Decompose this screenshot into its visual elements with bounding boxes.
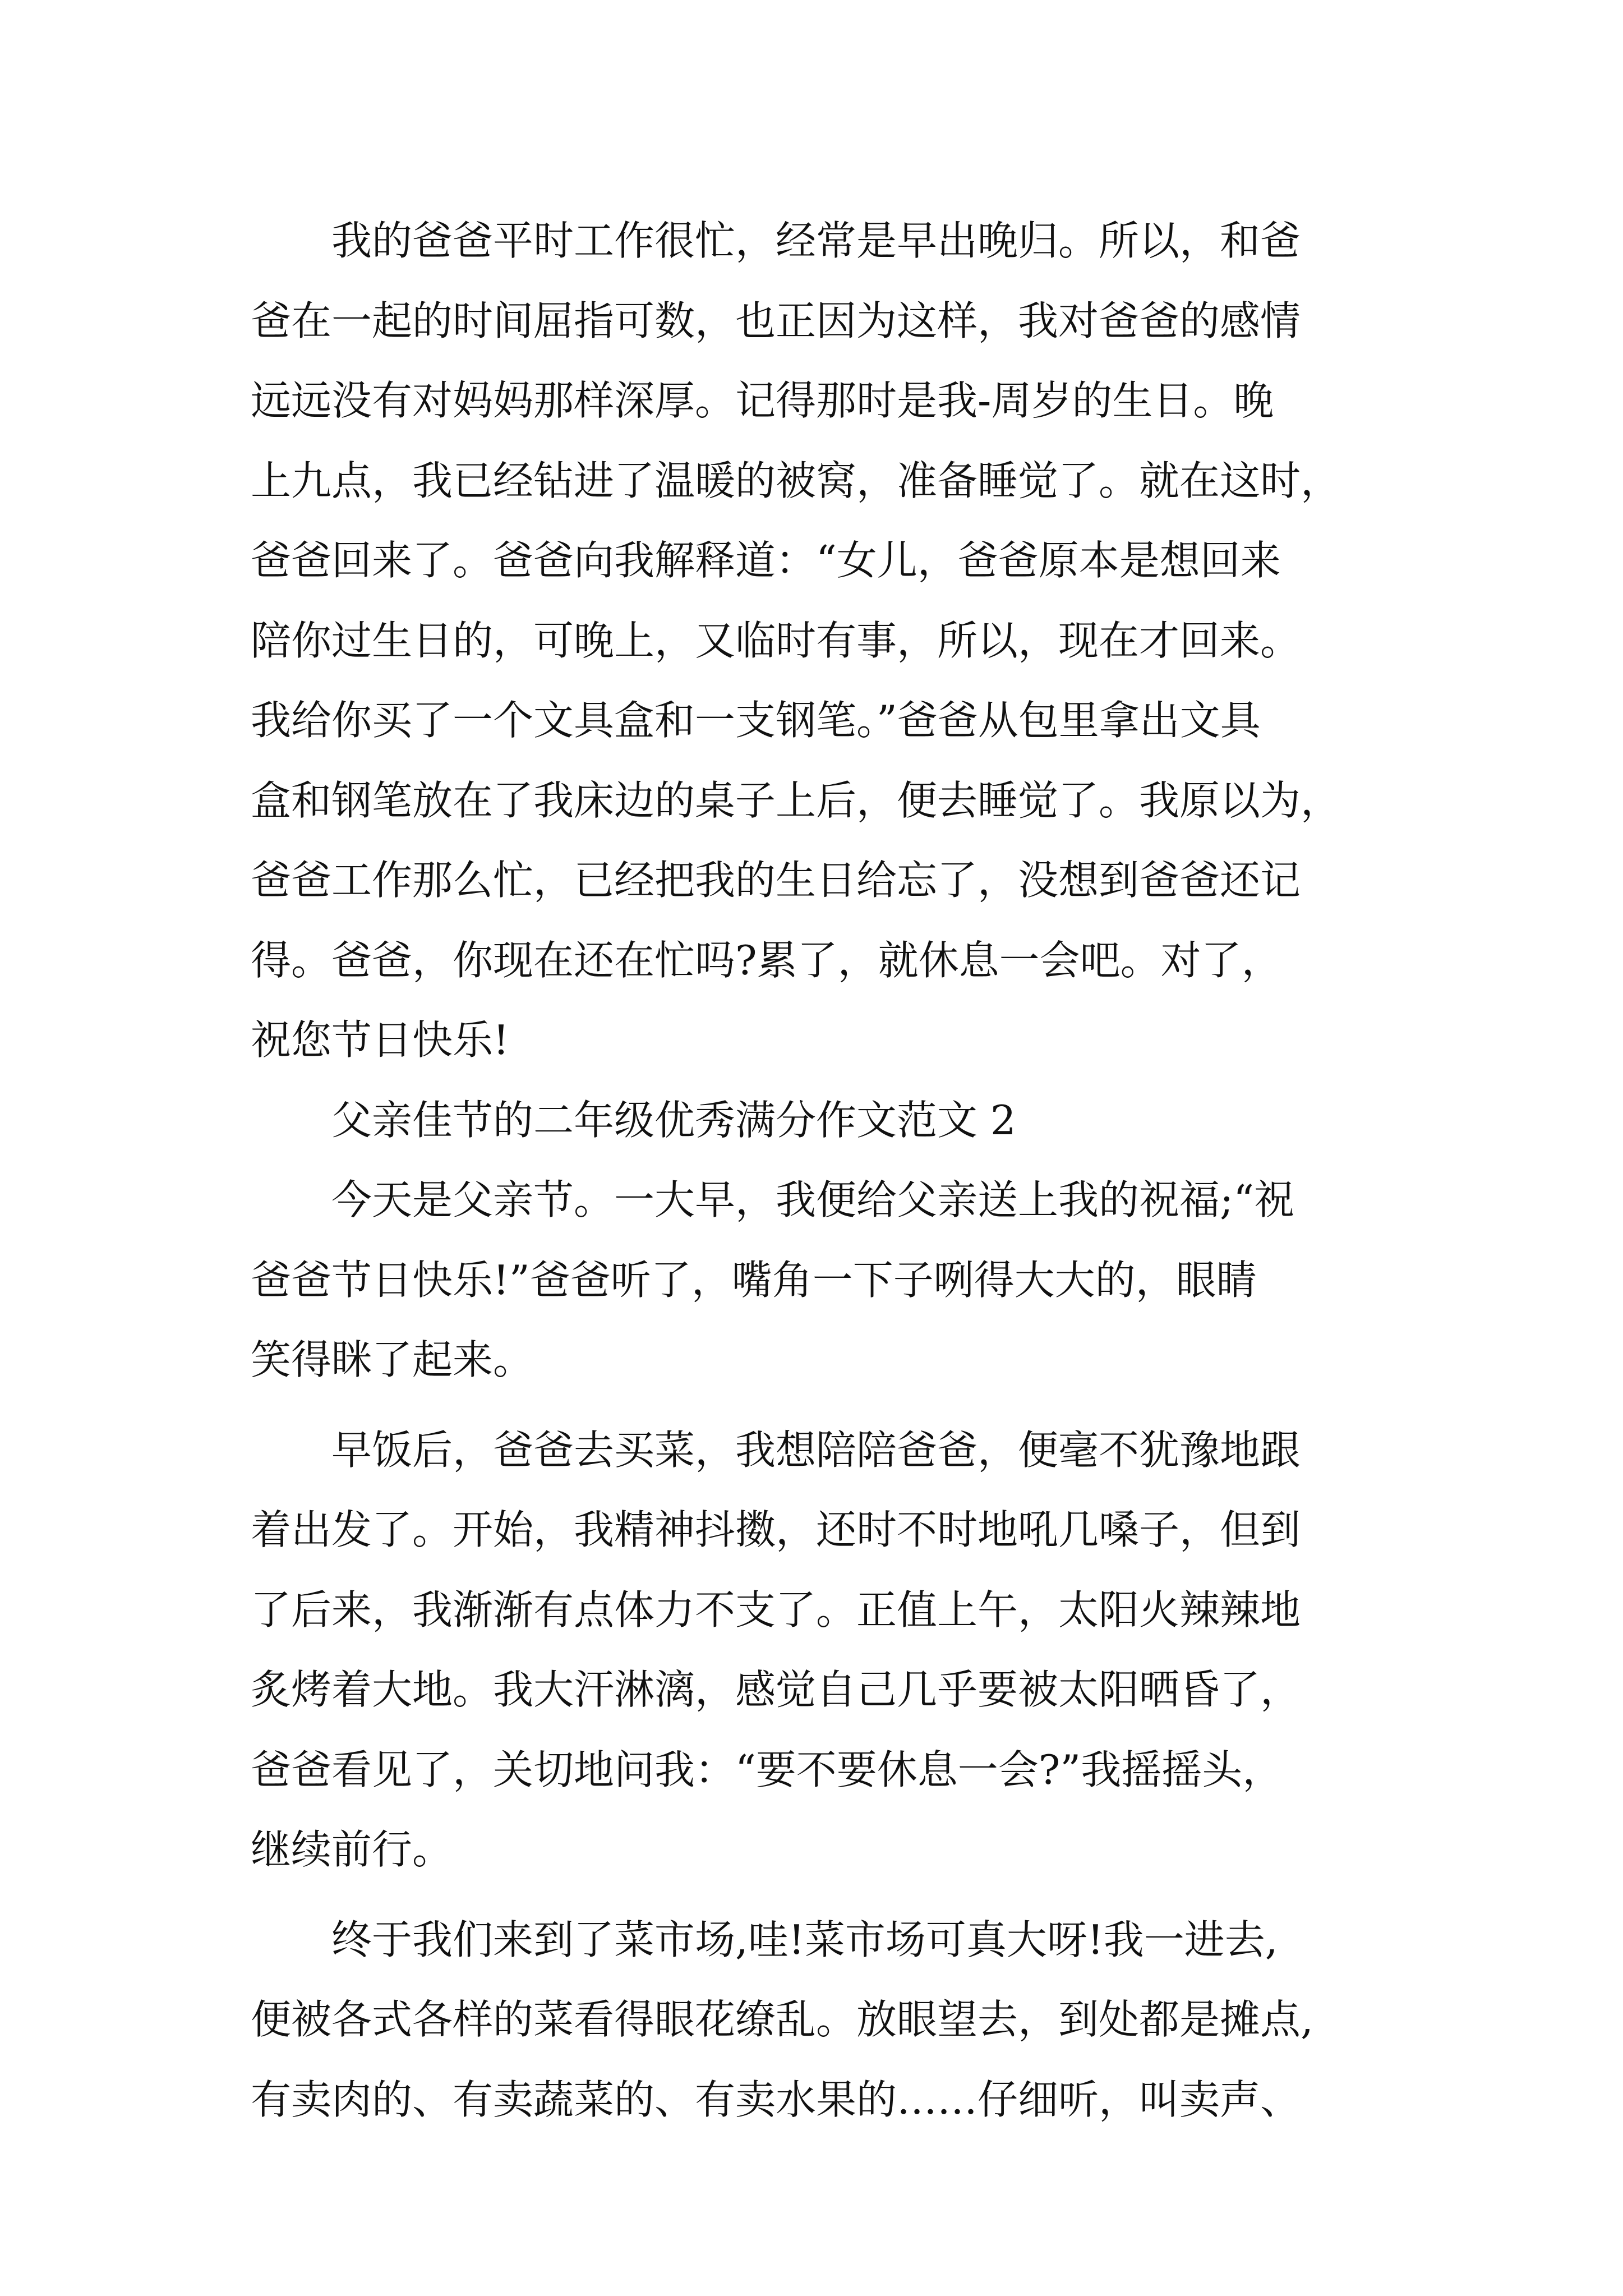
paragraph	[251, 1900, 1378, 2140]
text-line: 早饭后，爸爸去买菜，我想陪陪爸爸，便毫不犹豫地跟	[331, 1426, 1301, 1474]
text-line: 有卖肉的、有卖蔬菜的、有卖水果的……仔细听，叫卖声、	[251, 2076, 1301, 2123]
paragraph	[251, 201, 1378, 1080]
section-heading	[251, 1080, 1378, 1161]
text-line: 爸爸看见了，关切地问我：“要不要休息一会?”我摇摇头，	[251, 1746, 1283, 1793]
text-line: 继续前行。	[251, 1826, 453, 1873]
text-line: 爸在一起的时间屈指可数，也正因为这样，我对爸爸的感情	[251, 297, 1301, 344]
paragraph	[251, 1410, 1378, 1890]
text-line: 炙烤着大地。我大汗淋漓，感觉自己几乎要被太阳晒昏了，	[251, 1666, 1301, 1713]
text-line: 我给你买了一个文具盒和一支钢笔。”爸爸从包里拿出文具	[251, 697, 1261, 744]
text-line: 盒和钢笔放在了我床边的桌子上后，便去睡觉了。我原以为，	[251, 776, 1341, 824]
text-line: 着出发了。开始，我精神抖擞，还时不时地吼几嗓子，但到	[251, 1506, 1301, 1553]
heading-text: 父亲佳节的二年级优秀满分作文范文 2	[331, 1096, 1016, 1144]
text-line: 远远没有对妈妈那样深厚。记得那时是我-周岁的生日。晚	[251, 377, 1274, 424]
text-line: 我的爸爸平时工作很忙，经常是早出晚归。所以，和爸	[331, 217, 1301, 264]
text-line: 爸爸节日快乐!”爸爸听了，嘴角一下子咧得大大的，眼睛	[251, 1256, 1257, 1304]
text-line: 便被各式各样的菜看得眼花缭乱。放眼望去，到处都是摊点,	[251, 1996, 1313, 2043]
text-line: 了后来，我渐渐有点体力不支了。正值上午，太阳火辣辣地	[251, 1586, 1301, 1634]
text-line: 今天是父亲节。一大早，我便给父亲送上我的祝福;“祝	[331, 1176, 1295, 1223]
text-line: 爸爸工作那么忙，已经把我的生日给忘了，没想到爸爸还记	[251, 857, 1301, 904]
text-line: 得。爸爸，你现在还在忙吗?累了，就休息一会吧。对了，	[251, 936, 1282, 984]
text-line: 上九点，我已经钻进了温暖的被窝，准备睡觉了。就在这时，	[251, 457, 1341, 504]
document-body	[251, 201, 1378, 2139]
text-line: 祝您节日快乐!	[251, 1016, 509, 1064]
paragraph	[251, 1160, 1378, 1400]
text-line: 终于我们来到了菜市场,哇!菜市场可真大呀!我一进去,	[331, 1916, 1278, 1963]
text-line: 爸爸回来了。爸爸向我解释道：“女儿，爸爸原本是想回来	[251, 537, 1281, 584]
text-line: 笑得眯了起来。	[251, 1336, 534, 1383]
text-line: 陪你过生日的，可晚上，又临时有事，所以，现在才回来。	[251, 616, 1301, 664]
